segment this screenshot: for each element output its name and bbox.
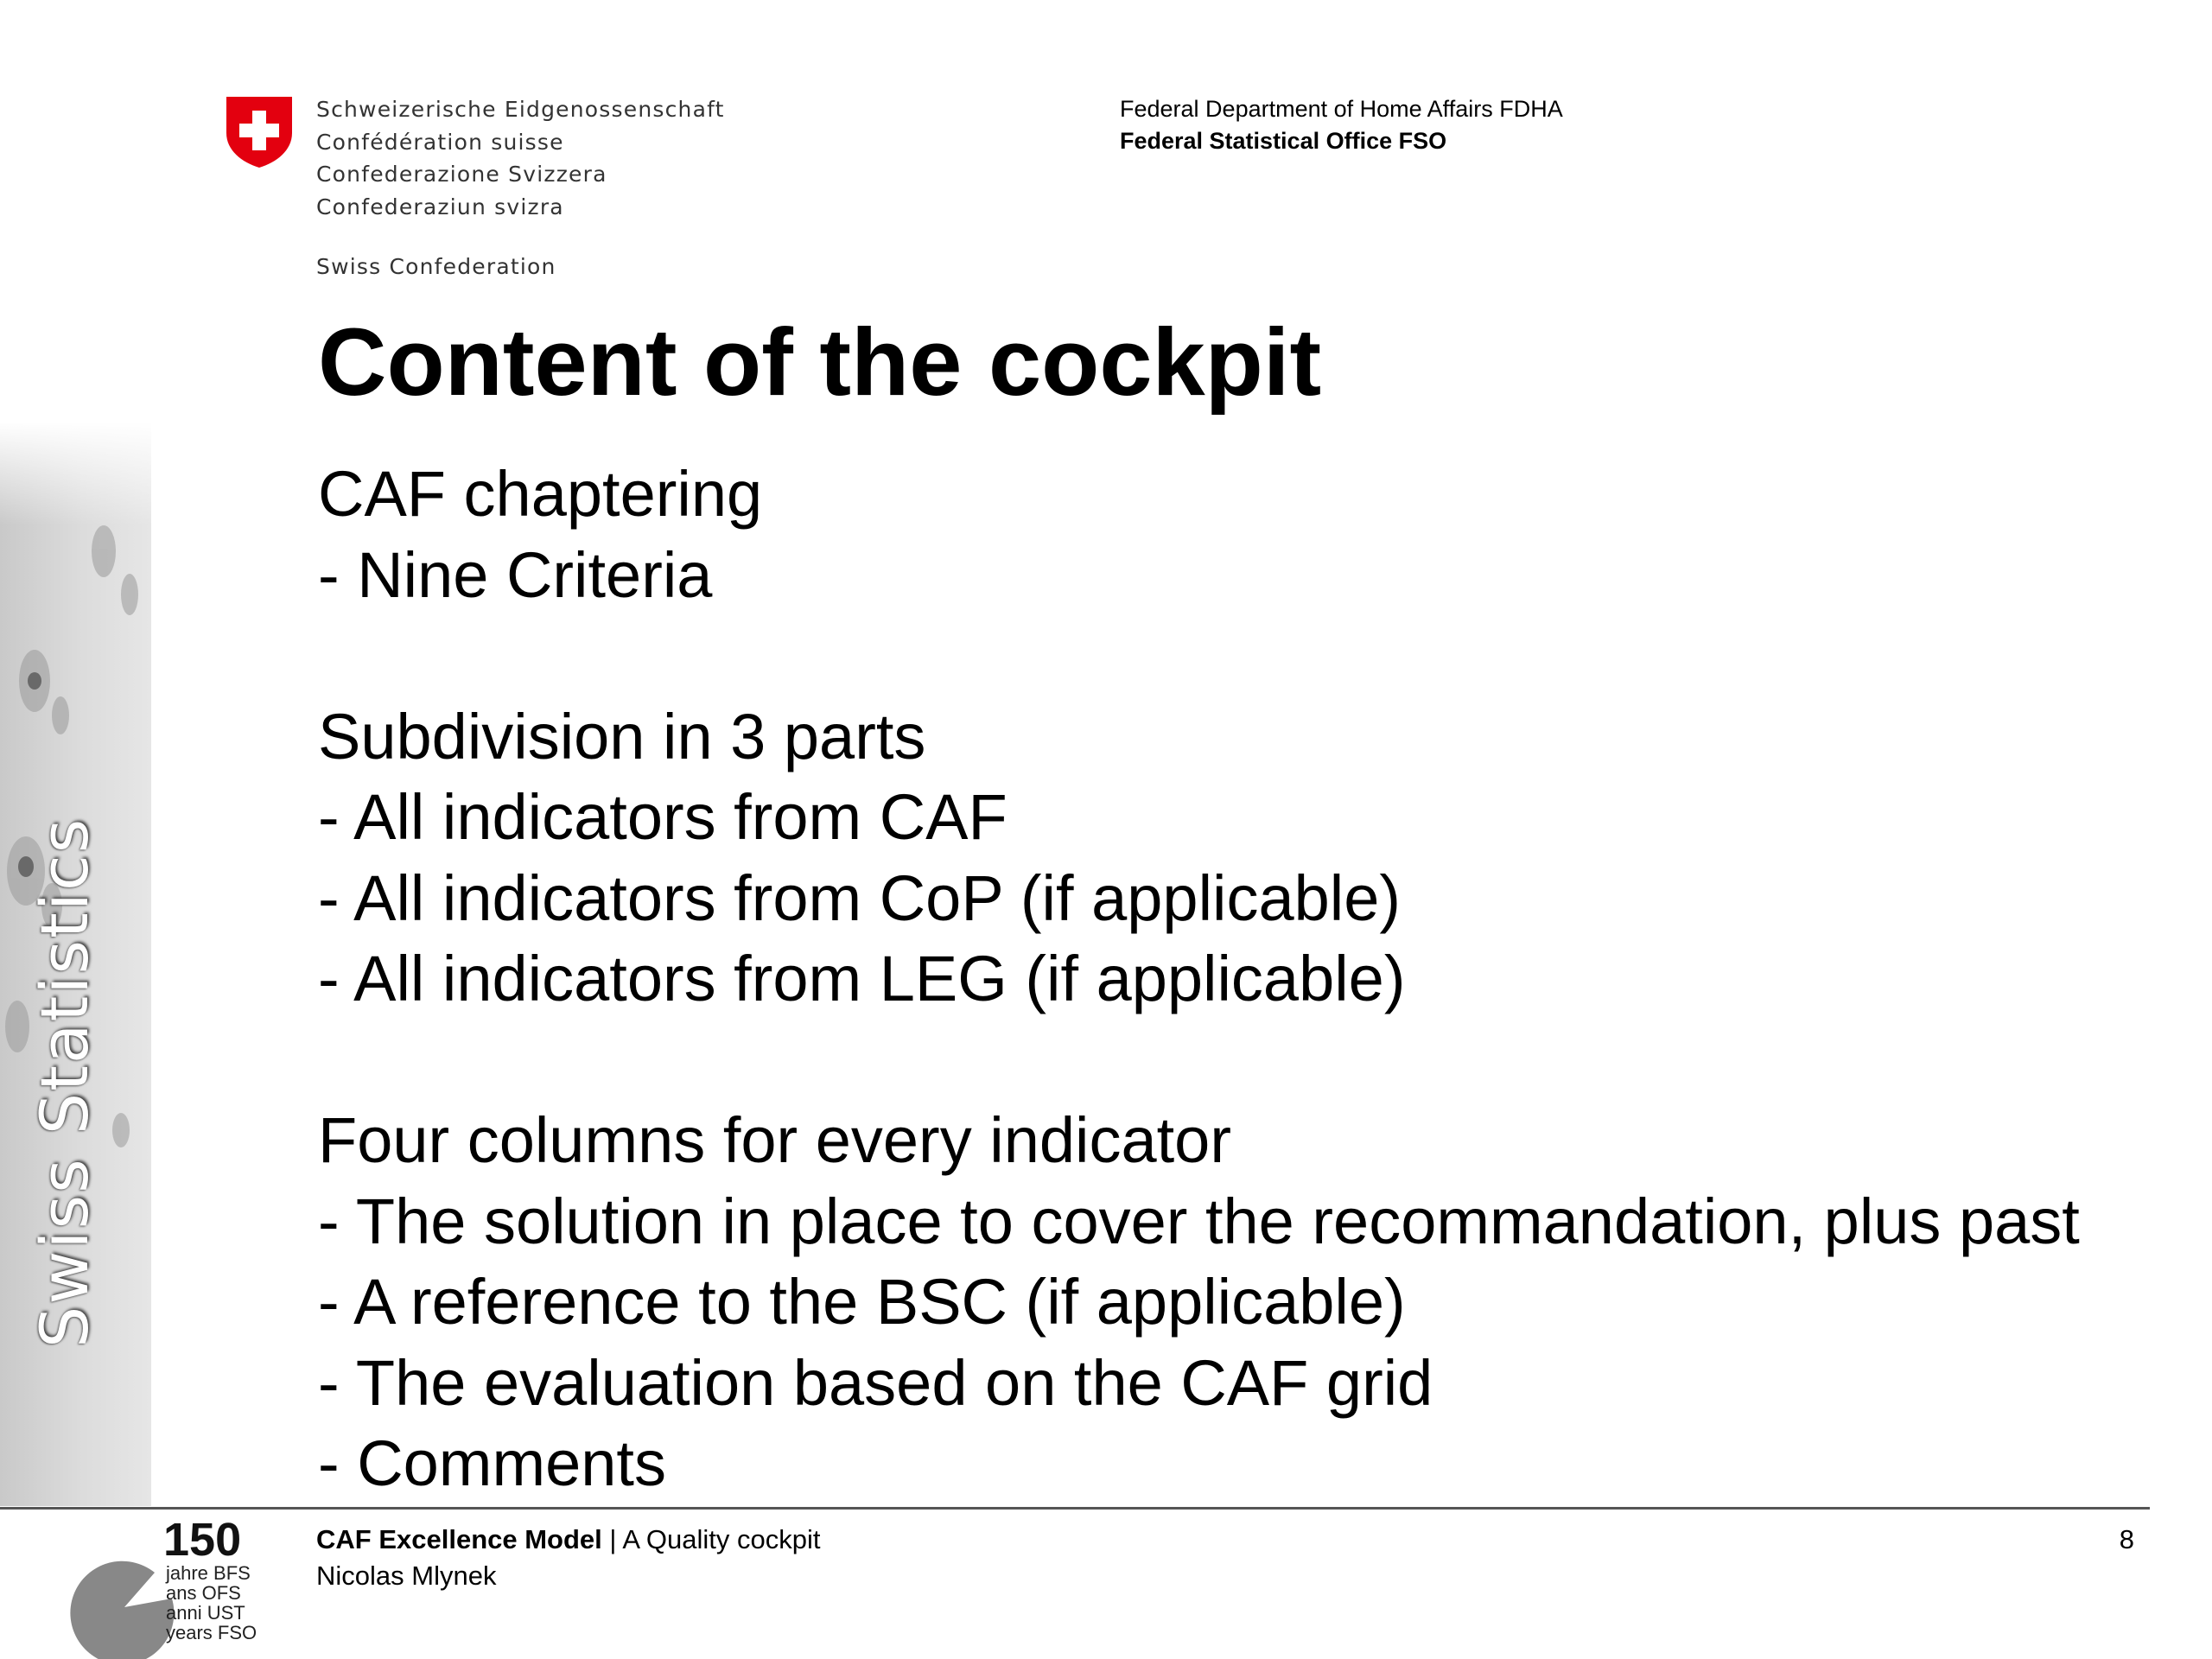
body-line: CAF chaptering (318, 458, 763, 530)
swiss-cross-icon (225, 95, 294, 169)
confederation-line-it: Confederazione Svizzera (316, 162, 607, 187)
anniversary-line: years FSO (166, 1622, 257, 1643)
body-line: Subdivision in 3 parts (318, 700, 926, 772)
body-line (318, 1020, 2080, 1101)
body-line: - All indicators from CoP (if applicable) (318, 861, 1402, 934)
footer-title (316, 1524, 821, 1555)
office-name: Federal Statistical Office FSO (1120, 128, 1447, 154)
page-number: 8 (2119, 1524, 2134, 1554)
confederation-line-fr: Confédération suisse (316, 129, 564, 155)
anniversary-number: 150 (163, 1521, 242, 1566)
footer-title-bold: CAF Excellence Model (316, 1524, 602, 1554)
anniversary-line: anni UST (166, 1602, 245, 1624)
confederation-line-rm: Confederaziun svizra (316, 194, 564, 219)
department-block (1120, 93, 1563, 157)
confederation-line-de: Schweizerische Eidgenossenschaft (316, 97, 725, 122)
body-line: - Nine Criteria (318, 538, 713, 611)
slide-title: Content of the cockpit (318, 309, 1322, 416)
body-line: - All indicators from LEG (if applicable) (318, 943, 1406, 1014)
body-line (318, 615, 2080, 696)
footer-divider (0, 1507, 2150, 1510)
anniversary-line: ans OFS (166, 1582, 241, 1604)
body-line: - The evaluation based on the CAF grid (318, 1346, 1433, 1419)
footer-title-rest: | A Quality cockpit (601, 1524, 821, 1554)
body-line: Four columns for every indicator (318, 1104, 1231, 1176)
body-line: - All indicators from CAF (318, 781, 1007, 853)
body-line: - The solution in place to cover the recommandation, plus past (318, 1185, 2080, 1257)
body-line: - A reference to the BSC (if applicable) (318, 1266, 1406, 1338)
swiss-confederation-label: Swiss Confederation (316, 254, 556, 279)
footer-author: Nicolas Mlynek (316, 1560, 497, 1591)
confederation-names (316, 93, 725, 223)
slide-body (318, 454, 2080, 1504)
anniversary-logo (55, 1521, 280, 1659)
anniversary-line: jahre BFS (166, 1562, 251, 1584)
body-line: - Comments (318, 1427, 666, 1499)
swiss-statistics-label: Swiss Statistics (26, 817, 103, 1348)
department-name: Federal Department of Home Affairs FDHA (1120, 96, 1563, 122)
